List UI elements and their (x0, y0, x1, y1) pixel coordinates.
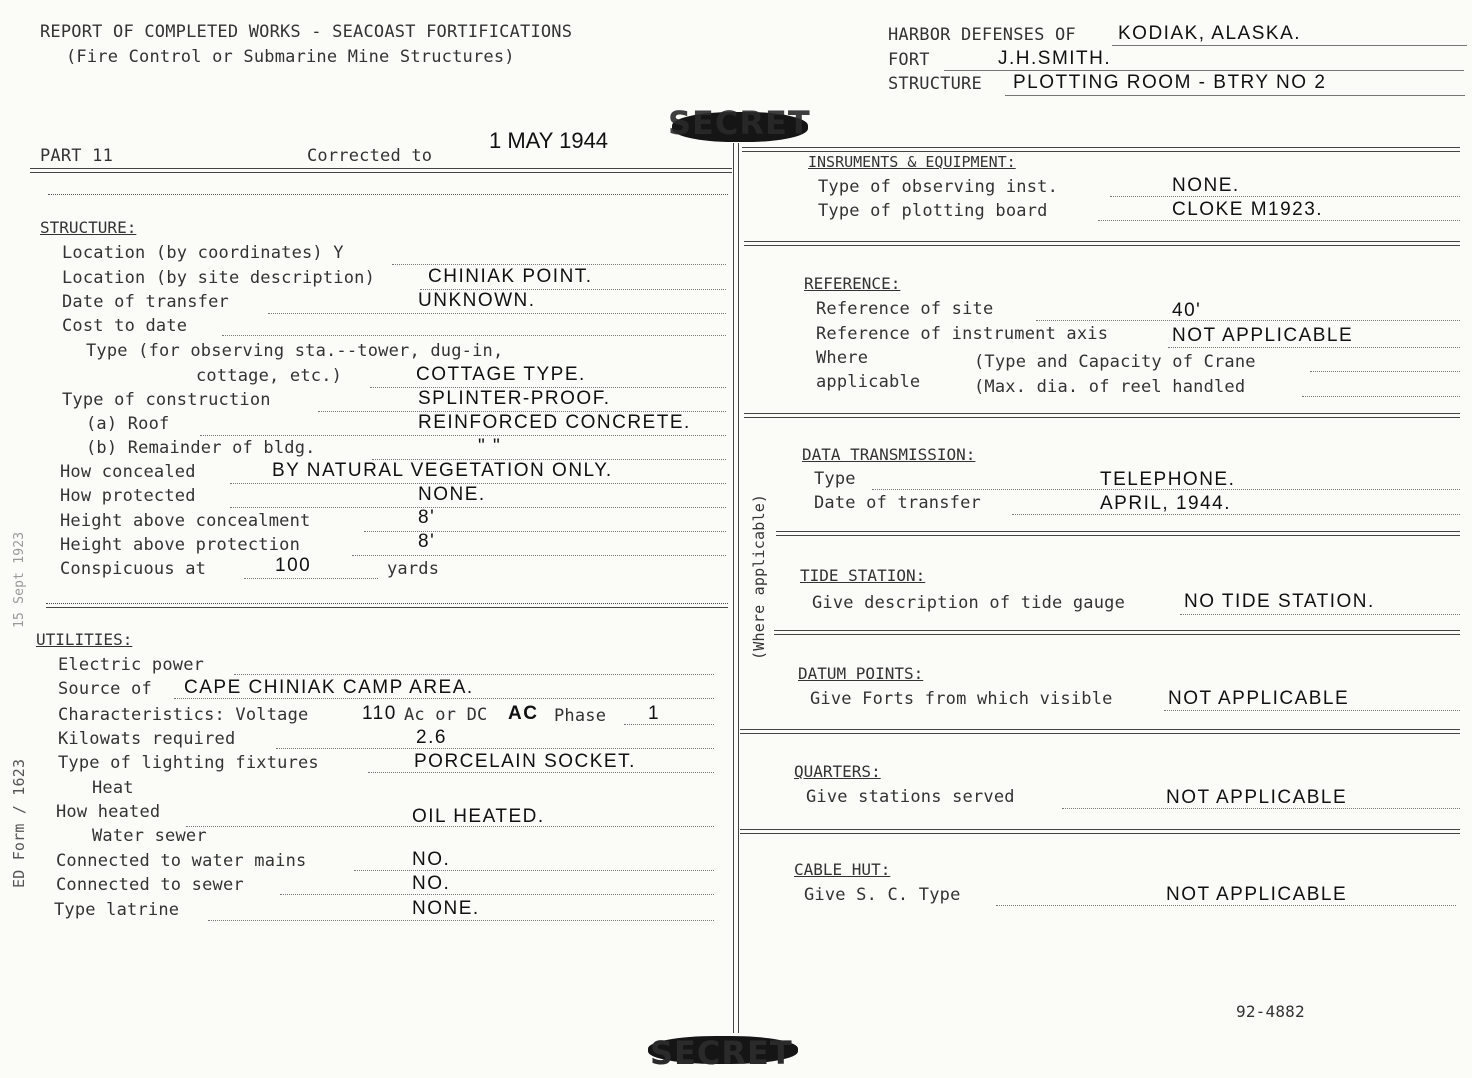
reference-site-label: Reference of site (816, 299, 994, 319)
transmission-date-value: APRIL, 1944. (1100, 493, 1232, 514)
utilities-heading: UTILITIES: (36, 630, 133, 649)
instrument-axis-label: Reference of instrument axis (816, 324, 1109, 344)
water-mains-label: Connected to water mains (56, 851, 307, 871)
structure-bottom-rule (46, 603, 728, 608)
source-value: CAPE CHINIAK CAMP AREA. (184, 677, 474, 698)
harbor-value: KODIAK, ALASKA. (1118, 23, 1302, 44)
datum-points-heading: DATUM POINTS: (798, 664, 924, 683)
instruments-heading: INSRUMENTS & EQUIPMENT: (808, 153, 1016, 171)
remainder-value: " " (478, 436, 502, 457)
kilowatts-label: Kilowats required (58, 729, 236, 749)
reference-site-value: 40' (1172, 300, 1202, 321)
corrected-date-stamp: 1 MAY 1944 (489, 128, 609, 153)
secret-stamp-bottom: SECRET (650, 1034, 793, 1072)
conspicuous-unit: yards (387, 559, 440, 579)
datum-forts-label: Give Forts from which visible (810, 689, 1113, 709)
construction-value: SPLINTER-PROOF. (418, 388, 611, 409)
stations-served-label: Give stations served (806, 787, 1015, 807)
tide-gauge-value: NO TIDE STATION. (1184, 591, 1375, 612)
electric-power-label: Electric power (58, 655, 205, 675)
latrine-value: NONE. (412, 898, 480, 919)
harbor-label: HARBOR DEFENSES OF (888, 25, 1076, 45)
ac-dc-mark: AC (508, 703, 539, 724)
crane-label: (Type and Capacity of Crane (974, 352, 1256, 372)
transmission-type-value: TELEPHONE. (1100, 469, 1236, 490)
lighting-value: PORCELAIN SOCKET. (414, 751, 636, 772)
characteristics-label: Characteristics: Voltage (58, 705, 309, 725)
datum-forts-value: NOT APPLICABLE (1168, 688, 1350, 709)
lighting-label: Type of lighting fixtures (58, 753, 319, 773)
conspicuous-label: Conspicuous at (60, 559, 207, 579)
roof-label: (a) Roof (86, 414, 170, 434)
cost-label: Cost to date (62, 316, 188, 336)
height-concealment-value: 8' (418, 507, 436, 528)
cable-hut-heading: CABLE HUT: (794, 860, 891, 879)
plotting-board-value: CLOKE M1923. (1172, 199, 1324, 220)
where-applicable-side-label: (Where applicable) (750, 493, 768, 660)
quarters-heading: QUARTERS: (794, 762, 881, 781)
coordinates-label: Location (by coordinates) Y (62, 243, 344, 263)
source-label: Source of (58, 679, 152, 699)
plotting-board-label: Type of plotting board (818, 201, 1048, 221)
height-protection-value: 8' (418, 531, 436, 552)
reel-label: (Max. dia. of reel handled (974, 377, 1246, 397)
water-heading: Water sewer (92, 826, 207, 846)
center-divider (733, 143, 739, 1033)
where-label: Where (816, 348, 869, 368)
height-protection-label: Height above protection (60, 535, 301, 555)
observing-inst-value: NONE. (1172, 175, 1240, 196)
fort-value: J.H.SMITH. (998, 48, 1112, 69)
roof-value: REINFORCED CONCRETE. (418, 412, 691, 433)
right-top-rule (742, 147, 1460, 152)
transfer-date-label: Date of transfer (62, 292, 229, 312)
concealed-value: BY NATURAL VEGETATION ONLY. (272, 460, 613, 481)
cottage-label: cottage, etc.) (196, 366, 343, 386)
form-date-side-label: 15 Sept 1923 (12, 531, 27, 628)
form-number-side-label: ED Form / 1623 (10, 758, 28, 888)
conspicuous-value: 100 (275, 555, 312, 576)
phase-value: 1 (648, 703, 661, 724)
fort-label: FORT (888, 50, 930, 70)
structure-value: PLOTTING ROOM - BTRY NO 2 (1013, 72, 1327, 93)
observing-type-label: Type (for observing sta.--tower, dug-in, (86, 341, 504, 361)
report-title: REPORT OF COMPLETED WORKS - SEACOAST FORTIFICATIONS (40, 22, 573, 42)
stations-served-value: NOT APPLICABLE (1166, 787, 1348, 808)
heat-heading: Heat (92, 778, 134, 798)
reference-heading: REFERENCE: (804, 274, 901, 293)
site-description-value: CHINIAK POINT. (428, 266, 593, 287)
secret-stamp-top: SECRET (668, 104, 811, 142)
ac-dc-label: Ac or DC (404, 705, 488, 725)
concealed-label: How concealed (60, 462, 196, 482)
observing-inst-label: Type of observing inst. (818, 177, 1059, 197)
protected-label: How protected (60, 486, 196, 506)
transfer-date-value: UNKNOWN. (418, 290, 536, 311)
sewer-value: NO. (412, 873, 451, 894)
applicable-label: applicable (816, 372, 921, 392)
report-subtitle: (Fire Control or Submarine Mine Structures) (66, 47, 515, 67)
document-number: 92-4882 (1236, 1002, 1305, 1021)
transmission-type-label: Type (814, 469, 856, 489)
left-top-rule (30, 168, 732, 173)
structure-heading: STRUCTURE: (40, 218, 137, 237)
tide-station-heading: TIDE STATION: (800, 566, 926, 585)
voltage-value: 110 (362, 703, 397, 724)
transmission-date-label: Date of transfer (814, 493, 981, 513)
heated-value: OIL HEATED. (412, 806, 545, 827)
latrine-label: Type latrine (54, 900, 180, 920)
data-transmission-heading: DATA TRANSMISSION: (802, 445, 976, 464)
sc-type-label: Give S. C. Type (804, 885, 961, 905)
sewer-label: Connected to sewer (56, 875, 244, 895)
water-mains-value: NO. (412, 849, 451, 870)
site-description-label: Location (by site description) (62, 268, 376, 288)
instrument-axis-value: NOT APPLICABLE (1172, 325, 1354, 346)
tide-gauge-label: Give description of tide gauge (812, 593, 1126, 613)
construction-label: Type of construction (62, 390, 271, 410)
part-label: PART 11 (40, 146, 114, 166)
observing-type-value: COTTAGE TYPE. (416, 364, 586, 385)
phase-label: Phase (554, 706, 607, 726)
protected-value: NONE. (418, 484, 486, 505)
kilowatts-value: 2.6 (416, 727, 447, 748)
heated-label: How heated (56, 802, 161, 822)
height-concealment-label: Height above concealment (60, 511, 311, 531)
structure-label: STRUCTURE (888, 74, 982, 94)
corrected-label: Corrected to (307, 146, 433, 166)
sc-type-value: NOT APPLICABLE (1166, 884, 1348, 905)
remainder-label: (b) Remainder of bldg. (86, 438, 316, 458)
